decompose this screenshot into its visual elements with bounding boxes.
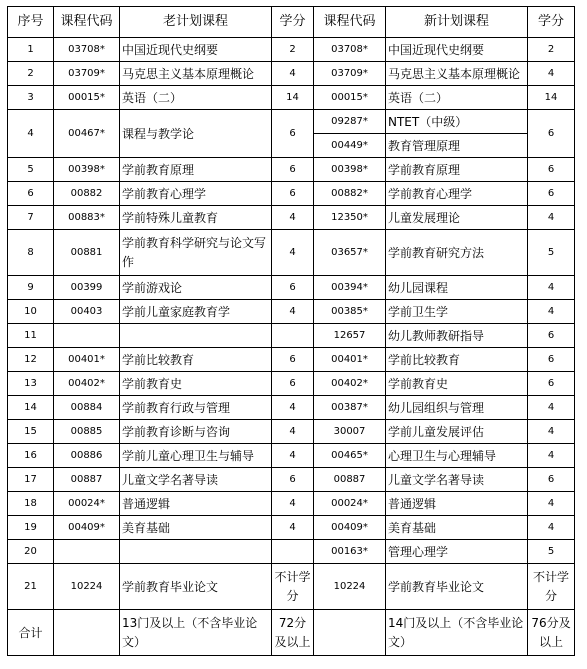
old-code: 03709* — [54, 62, 120, 86]
header-no: 序号 — [8, 7, 54, 38]
new-credit: 2 — [528, 38, 575, 62]
new-course: 学前教育毕业论文 — [386, 564, 528, 610]
new-credit: 5 — [528, 230, 575, 276]
old-course: 学前教育史 — [120, 372, 272, 396]
old-code: 00467* — [54, 110, 120, 158]
row-no: 17 — [8, 468, 54, 492]
table-row — [8, 182, 575, 206]
old-course: 学前比较教育 — [120, 348, 272, 372]
header-old-course: 老计划课程 — [120, 7, 272, 38]
row-no: 7 — [8, 206, 54, 230]
old-code: 00024* — [54, 492, 120, 516]
new-course: 中国近现代史纲要 — [386, 38, 528, 62]
new-credit: 6 — [528, 324, 575, 348]
total-new-code — [314, 610, 386, 656]
old-course: 学前教育诊断与咨询 — [120, 420, 272, 444]
new-code: 00402* — [314, 372, 386, 396]
old-credit: 6 — [272, 276, 314, 300]
old-credit: 6 — [272, 158, 314, 182]
table-row — [8, 492, 575, 516]
new-credit: 6 — [528, 158, 575, 182]
new-credit: 6 — [528, 348, 575, 372]
table-row — [8, 110, 575, 134]
table-row — [8, 62, 575, 86]
new-code: 12657 — [314, 324, 386, 348]
new-code: 00385* — [314, 300, 386, 324]
old-course — [120, 540, 272, 564]
table-row — [8, 276, 575, 300]
old-code — [54, 324, 120, 348]
table-row — [8, 540, 575, 564]
old-credit: 6 — [272, 348, 314, 372]
old-code: 00401* — [54, 348, 120, 372]
old-credit: 4 — [272, 206, 314, 230]
new-code: 00024* — [314, 492, 386, 516]
new-course: 幼儿教师教研指导 — [386, 324, 528, 348]
old-credit: 4 — [272, 300, 314, 324]
new-course: 教育管理原理 — [386, 134, 528, 158]
table-row — [8, 468, 575, 492]
new-code: 00449* — [314, 134, 386, 158]
old-code: 00883* — [54, 206, 120, 230]
old-course: 学前教育行政与管理 — [120, 396, 272, 420]
total-label: 合计 — [8, 610, 54, 656]
header-new-code: 课程代码 — [314, 7, 386, 38]
new-credit: 4 — [528, 444, 575, 468]
old-credit: 14 — [272, 86, 314, 110]
old-course: 课程与教学论 — [120, 110, 272, 158]
old-code: 00402* — [54, 372, 120, 396]
table-row — [8, 230, 575, 276]
old-course: 学前教育心理学 — [120, 182, 272, 206]
new-code: 00401* — [314, 348, 386, 372]
total-new-credit: 76分及以上 — [528, 610, 575, 656]
row-no: 5 — [8, 158, 54, 182]
row-no: 19 — [8, 516, 54, 540]
old-code: 00399 — [54, 276, 120, 300]
old-course: 学前儿童家庭教育学 — [120, 300, 272, 324]
table-row — [8, 372, 575, 396]
total-new-course: 14门及以上（不含毕业论文） — [386, 610, 528, 656]
new-course: NTET（中级） — [386, 110, 528, 134]
new-code: 12350* — [314, 206, 386, 230]
new-course: 学前比较教育 — [386, 348, 528, 372]
total-row — [8, 610, 575, 656]
old-credit: 4 — [272, 444, 314, 468]
old-credit: 不计学分 — [272, 564, 314, 610]
new-credit: 4 — [528, 396, 575, 420]
new-credit: 14 — [528, 86, 575, 110]
old-credit — [272, 324, 314, 348]
table-row — [8, 300, 575, 324]
old-code: 00882 — [54, 182, 120, 206]
new-code: 00409* — [314, 516, 386, 540]
old-code: 00409* — [54, 516, 120, 540]
new-course: 学前儿童发展评估 — [386, 420, 528, 444]
new-course: 儿童文学名著导读 — [386, 468, 528, 492]
old-credit: 6 — [272, 372, 314, 396]
old-code: 00886 — [54, 444, 120, 468]
new-course: 管理心理学 — [386, 540, 528, 564]
old-code: 00398* — [54, 158, 120, 182]
new-course: 学前教育研究方法 — [386, 230, 528, 276]
new-credit: 4 — [528, 492, 575, 516]
new-credit: 6 — [528, 110, 575, 158]
table-row — [8, 38, 575, 62]
course-comparison-table — [7, 6, 575, 656]
row-no: 16 — [8, 444, 54, 468]
old-credit: 4 — [272, 62, 314, 86]
old-code: 00884 — [54, 396, 120, 420]
new-course: 幼儿园组织与管理 — [386, 396, 528, 420]
old-credit: 4 — [272, 516, 314, 540]
table-row — [8, 420, 575, 444]
table-row — [8, 564, 575, 610]
new-code: 10224 — [314, 564, 386, 610]
row-no: 2 — [8, 62, 54, 86]
old-course: 学前特殊儿童教育 — [120, 206, 272, 230]
new-course: 学前教育原理 — [386, 158, 528, 182]
new-code: 03657* — [314, 230, 386, 276]
old-code: 03708* — [54, 38, 120, 62]
header-new-course: 新计划课程 — [386, 7, 528, 38]
new-code: 09287* — [314, 110, 386, 134]
total-old-course: 13门及以上（不含毕业论文） — [120, 610, 272, 656]
old-course: 学前游戏论 — [120, 276, 272, 300]
table-row — [8, 348, 575, 372]
old-course: 马克思主义基本原理概论 — [120, 62, 272, 86]
new-code: 30007 — [314, 420, 386, 444]
old-code: 10224 — [54, 564, 120, 610]
header-old-code: 课程代码 — [54, 7, 120, 38]
old-credit: 4 — [272, 420, 314, 444]
old-credit: 4 — [272, 396, 314, 420]
row-no: 15 — [8, 420, 54, 444]
old-credit: 6 — [272, 182, 314, 206]
row-no: 4 — [8, 110, 54, 158]
new-course: 马克思主义基本原理概论 — [386, 62, 528, 86]
old-code: 00881 — [54, 230, 120, 276]
old-credit: 6 — [272, 110, 314, 158]
new-credit: 不计学分 — [528, 564, 575, 610]
old-course: 英语（二） — [120, 86, 272, 110]
row-no: 13 — [8, 372, 54, 396]
new-course: 心理卫生与心理辅导 — [386, 444, 528, 468]
old-course: 学前教育毕业论文 — [120, 564, 272, 610]
table-row — [8, 206, 575, 230]
new-credit: 5 — [528, 540, 575, 564]
table-row — [8, 158, 575, 182]
new-course: 学前教育心理学 — [386, 182, 528, 206]
table-row — [8, 396, 575, 420]
new-credit: 4 — [528, 206, 575, 230]
new-course: 儿童发展理论 — [386, 206, 528, 230]
new-credit: 4 — [528, 62, 575, 86]
row-no: 21 — [8, 564, 54, 610]
row-no: 12 — [8, 348, 54, 372]
row-no: 18 — [8, 492, 54, 516]
new-code: 00465* — [314, 444, 386, 468]
row-no: 10 — [8, 300, 54, 324]
row-no: 8 — [8, 230, 54, 276]
new-course: 普通逻辑 — [386, 492, 528, 516]
old-course: 学前教育原理 — [120, 158, 272, 182]
old-credit — [272, 540, 314, 564]
row-no: 11 — [8, 324, 54, 348]
old-code — [54, 540, 120, 564]
row-no: 20 — [8, 540, 54, 564]
total-old-credit: 72分及以上 — [272, 610, 314, 656]
old-course: 美育基础 — [120, 516, 272, 540]
new-code: 00887 — [314, 468, 386, 492]
row-no: 14 — [8, 396, 54, 420]
old-course: 学前儿童心理卫生与辅导 — [120, 444, 272, 468]
old-course: 普通逻辑 — [120, 492, 272, 516]
table-row — [8, 86, 575, 110]
new-code: 03709* — [314, 62, 386, 86]
new-code: 00398* — [314, 158, 386, 182]
new-course: 学前教育史 — [386, 372, 528, 396]
header-new-credit: 学分 — [528, 7, 575, 38]
course-comparison-table-wrapper — [7, 6, 575, 656]
new-code: 00387* — [314, 396, 386, 420]
new-credit: 6 — [528, 182, 575, 206]
new-credit: 4 — [528, 516, 575, 540]
new-course: 幼儿园课程 — [386, 276, 528, 300]
new-code: 00394* — [314, 276, 386, 300]
new-course: 英语（二） — [386, 86, 528, 110]
old-course: 学前教育科学研究与论文写作 — [120, 230, 272, 276]
old-code: 00015* — [54, 86, 120, 110]
old-code: 00403 — [54, 300, 120, 324]
old-credit: 4 — [272, 492, 314, 516]
new-course: 美育基础 — [386, 516, 528, 540]
row-no: 9 — [8, 276, 54, 300]
row-no: 3 — [8, 86, 54, 110]
table-row — [8, 516, 575, 540]
new-code: 03708* — [314, 38, 386, 62]
old-course — [120, 324, 272, 348]
old-course: 儿童文学名著导读 — [120, 468, 272, 492]
header-row — [8, 7, 575, 38]
old-code: 00887 — [54, 468, 120, 492]
row-no: 1 — [8, 38, 54, 62]
old-credit: 6 — [272, 468, 314, 492]
table-row — [8, 444, 575, 468]
old-code: 00885 — [54, 420, 120, 444]
new-code: 00015* — [314, 86, 386, 110]
total-old-code — [54, 610, 120, 656]
new-code: 00163* — [314, 540, 386, 564]
old-course: 中国近现代史纲要 — [120, 38, 272, 62]
new-credit: 6 — [528, 372, 575, 396]
new-credit: 6 — [528, 468, 575, 492]
new-credit: 4 — [528, 276, 575, 300]
old-credit: 4 — [272, 230, 314, 276]
row-no: 6 — [8, 182, 54, 206]
old-credit: 2 — [272, 38, 314, 62]
new-course: 学前卫生学 — [386, 300, 528, 324]
new-credit: 4 — [528, 300, 575, 324]
table-row — [8, 324, 575, 348]
new-code: 00882* — [314, 182, 386, 206]
new-credit: 4 — [528, 420, 575, 444]
header-old-credit: 学分 — [272, 7, 314, 38]
